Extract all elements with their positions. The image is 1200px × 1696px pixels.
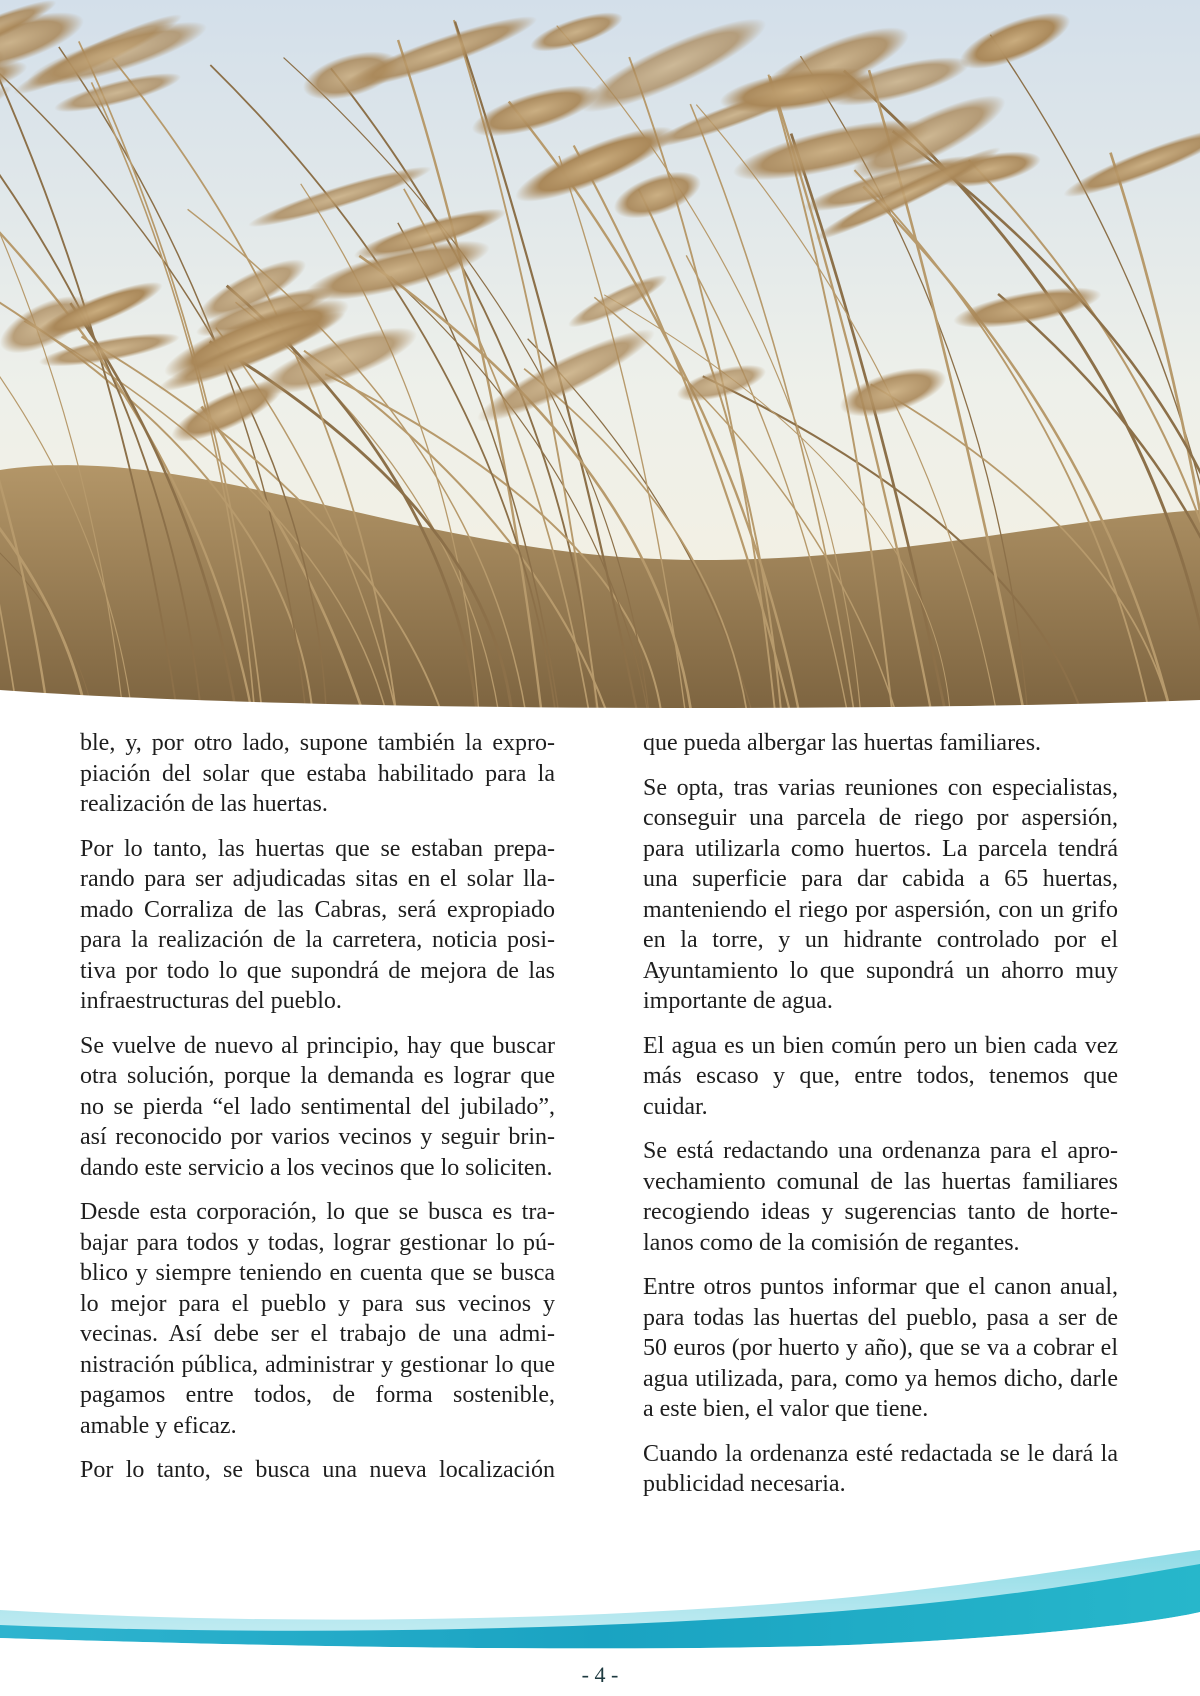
- paragraph: ble, y, por otro lado, supone también la expropiación del solar que estaba habilitado para la realización de las huertas.: [80, 730, 555, 817]
- left-column: [80, 728, 555, 1500]
- paragraph: Desde esta corporación, lo que se busca es trabajar para todos y todas, lograr gestionar lo público y siempre teniendo en cuenta que se busca lo mejor para el pueblo y para sus vecinos y vecinas. Así debe ser el trabajo de una administración pública, administrar y gestionar lo que pagamos entre todos, de forma sostenible, amable y eficaz.: [80, 1199, 555, 1439]
- paragraph: Cuando la ordenanza esté redactada se le dará la publicidad necesaria.: [643, 1440, 1118, 1497]
- paragraph: que pueda albergar las huertas familiares.: [643, 730, 1042, 756]
- page-number: - 4 -: [581, 1662, 619, 1687]
- paragraph: Se vuelve de nuevo al principio, hay que buscar otra solución, porque la demanda es lograr que no se pierda “el lado sentimental del jubilado”, así reconocido por varios vecinos y seguir brindando este servicio a los vecinos que lo soliciten.: [80, 1032, 555, 1181]
- paragraph: Se opta, tras varias reuniones con especialistas, conseguir una parcela de riego por aspersión, para utilizarla como huertos. La parcela tendrá una superficie para dar cabida a 65 huertas, manteniendo el riego por aspersión, con un grifo en la torre, y un hidrante controlado por el Ayuntamiento lo que supondrá un ahorro muy importante de agua.: [643, 774, 1118, 1014]
- reeds-photo-image: [0, 0, 1200, 712]
- paragraph: Por lo tanto, las huertas que se estaban preparando para ser adjudicadas sitas en el solar llamado Corraliza de las Cabras, será expropiado para la realización de la carretera, noticia positiva por todo lo que supondrá de mejora de las infraestructuras del pueblo.: [80, 835, 555, 1014]
- paragraph: Entre otros puntos informar que el canon anual, para todas las huertas del pueblo, pasa a ser de 50 euros (por huerto y año), que se va a cobrar el agua utilizada, para, como ya hemos dicho, darle a este bien, el valor que tiene.: [643, 1274, 1118, 1422]
- right-column: [643, 728, 1118, 1514]
- paragraph: Se está redactando una ordenanza para el aprovechamiento comunal de las huertas familiares recogiendo ideas y sugerencias tanto de hortelanos como de la comisión de regantes.: [643, 1138, 1118, 1256]
- article-columns: [80, 728, 1120, 1498]
- paragraph: Por lo tanto, se busca una nueva localización: [80, 1457, 555, 1483]
- header-photo: [0, 0, 1200, 712]
- paragraph: El agua es un bien común pero un bien cada vez más escaso y que, entre todos, tenemos que cuidar.: [643, 1032, 1118, 1120]
